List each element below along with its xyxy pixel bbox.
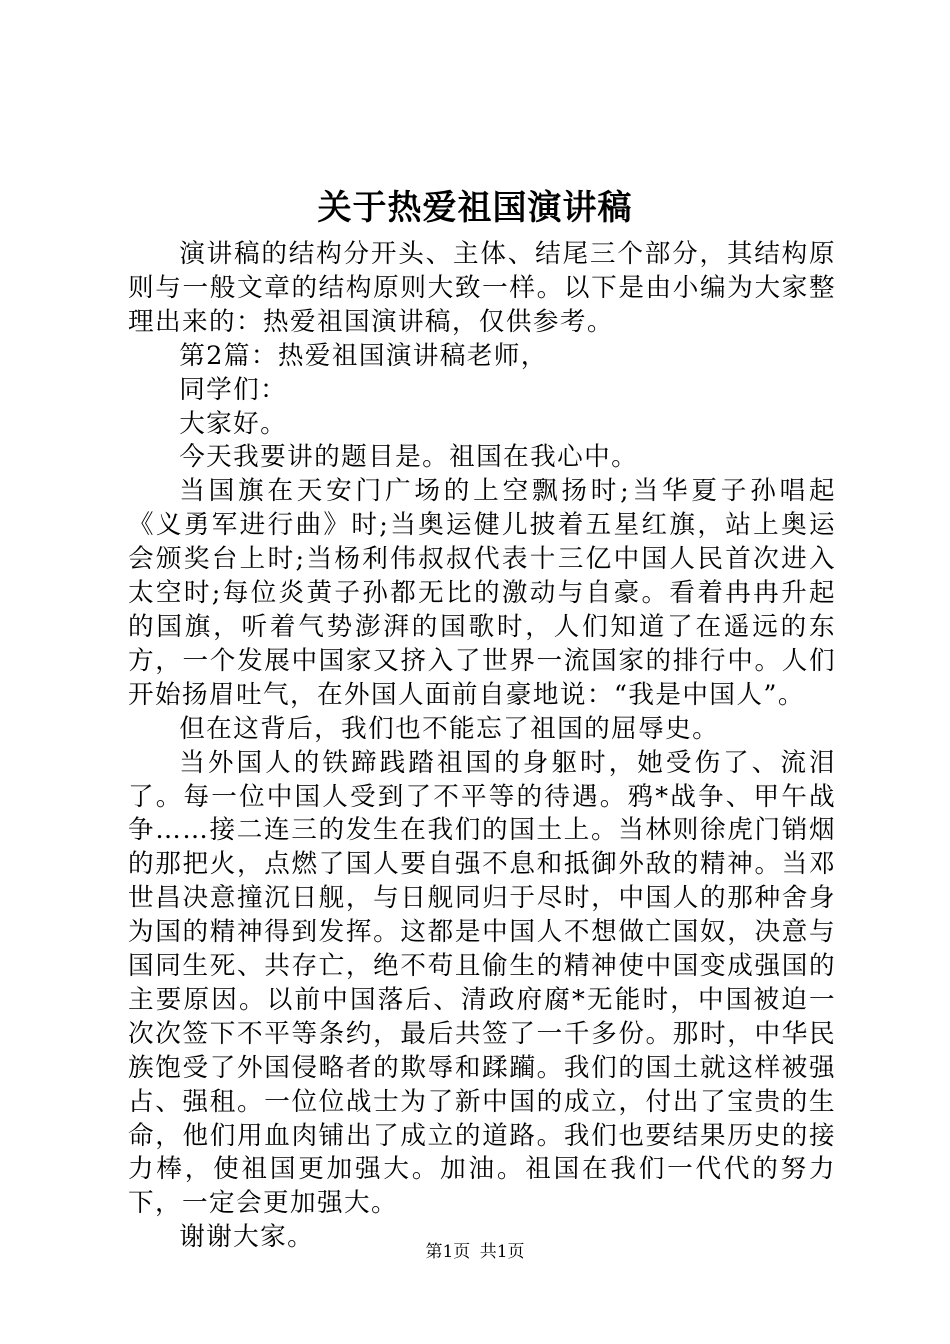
paragraph-topic: 今天我要讲的题目是。祖国在我心中。 [179, 442, 639, 473]
document-title: 关于热爱祖国演讲稿 [317, 188, 633, 228]
paragraph-salutation: 同学们： [179, 374, 288, 405]
paragraph-national-pride: 当国旗在天安门广场的上空飘扬时;当华夏子孙唱起《义勇军进行曲》时;当奥运健儿披着五星红旗，站上奥运会颁奖台上时;当杨利伟叔叔代表十三亿中国人民首次进入太空时;每位炎黄子孙都无比的激动与自豪。看着冉冉升起的国旗，听着气势澎湃的国歌时，人们知道了在遥远的东方，一个发展中国家又挤入了世界一流国家的排行中。人们开始扬眉吐气，在外国人面前自豪地说：“我是中国人”。 [128, 476, 836, 710]
paragraph-transition: 但在这背后，我们也不能忘了祖国的屈辱史。 [179, 713, 720, 744]
page-footer [0, 1241, 950, 1263]
paragraph-intro: 演讲稿的结构分开头、主体、结尾三个部分，其结构原则与一般文章的结构原则大致一样。以下是由小编为大家整理出来的：热爱祖国演讲稿，仅供参考。 [128, 239, 836, 337]
page-total: 共1页 [479, 1242, 525, 1262]
paragraph-history: 当外国人的铁蹄践踏祖国的身躯时，她受伤了、流泪了。每一位中国人受到了不平等的待遇。鸦*战争、甲午战争……接二连三的发生在我们的国土上。当林则徐虎门销烟的那把火，点燃了国人要自强不息和抵御外敌的精神。当邓世昌决意撞沉日舰，与日舰同归于尽时，中国人的那种舍身为国的精神得到发挥。这都是中国人不想做亡国奴，决意与国同生死、共存亡，绝不苟且偷生的精神使中国变成强国的主要原因。以前中国落后、清政府腐*无能时，中国被迫一次次签下不平等条约，最后共签了一千多份。那时，中华民族饱受了外国侵略者的欺辱和蹂躏。我们的国土就这样被强占、强租。一位位战士为了新中国的成立，付出了宝贵的生命，他们用血肉铺出了成立的道路。我们也要结果历史的接力棒，使祖国更加强大。加油。祖国在我们一代代的努力下，一定会更加强大。 [128, 747, 836, 1219]
paragraph-greeting: 大家好。 [179, 408, 288, 439]
paragraph-closing: 谢谢大家。 [179, 1222, 315, 1253]
paragraph-chapter-heading: 第2篇：热爱祖国演讲稿老师， [179, 340, 548, 371]
document-body [128, 238, 836, 1255]
page-number: 第1页 [425, 1242, 471, 1262]
